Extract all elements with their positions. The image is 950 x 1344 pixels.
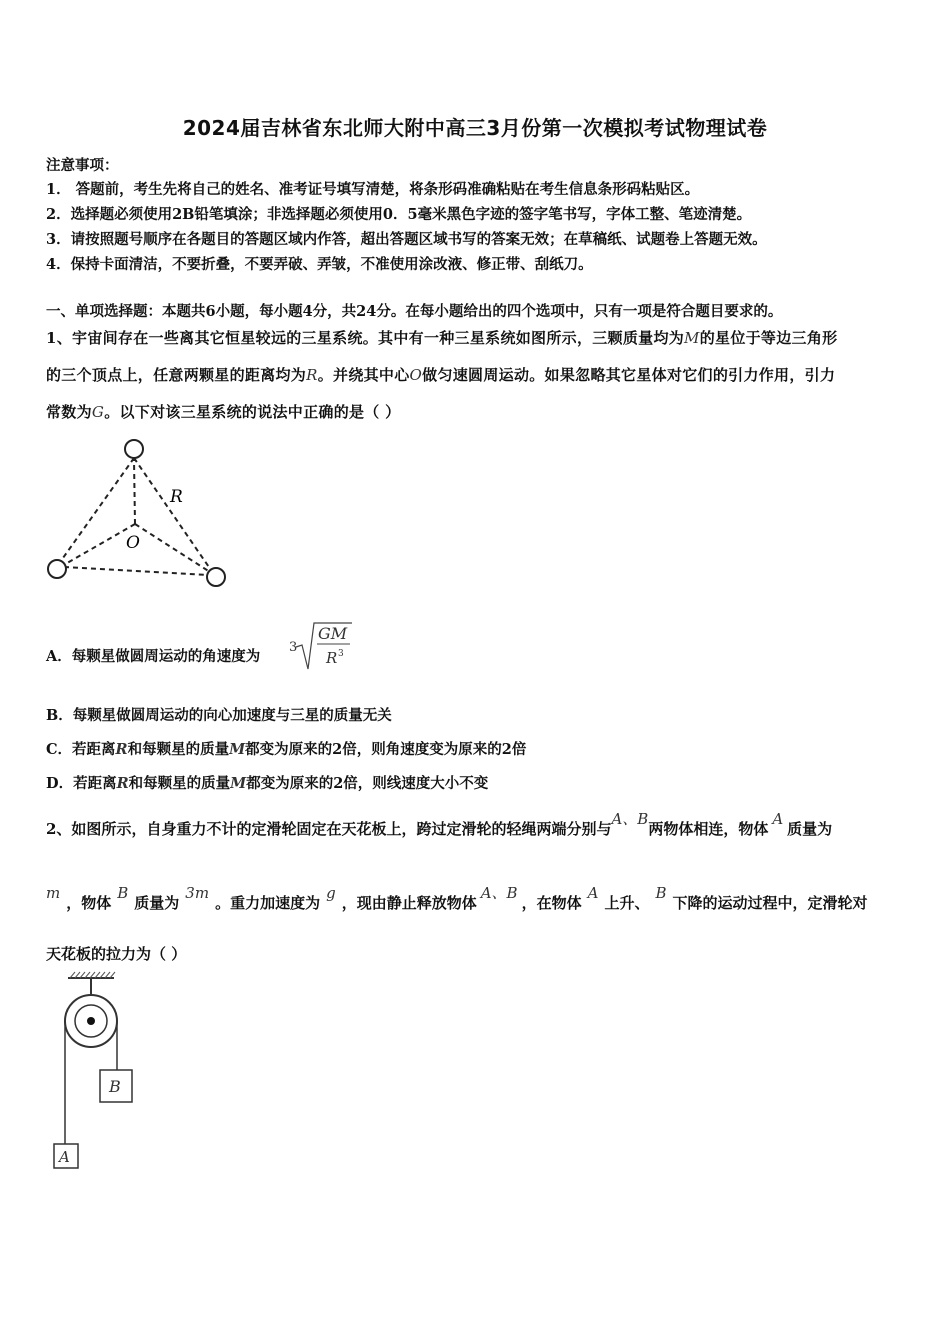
radius-line bbox=[134, 460, 135, 524]
star-right bbox=[207, 568, 225, 586]
block-b-label: B bbox=[109, 1077, 121, 1096]
notice-heading: 注意事项： bbox=[46, 157, 119, 174]
notice-item: 1． 答题前，考生先将自己的姓名、准考证号填写清楚，将条形码准确粘贴在考生信息条形码粘贴区。 bbox=[46, 181, 700, 198]
label-R: R bbox=[170, 487, 183, 507]
star-left bbox=[48, 560, 66, 578]
q1-line3: 常数为G。以下对该三星系统的说法中正确的是（ ） bbox=[46, 403, 401, 421]
q2-line2: m，物体B质量为3m。重力加速度为g，现由静止释放物体A、B，在物体A上升、B下降的运动过程中，定滑轮对 bbox=[46, 884, 868, 912]
triangle-edge bbox=[64, 567, 208, 575]
q2-line3: 天花板的拉力为（ ） bbox=[46, 945, 187, 963]
q2-line1: 2、如图所示，自身重力不计的定滑轮固定在天花板上，跨过定滑轮的轻绳两端分别与A、B两物体相连，物体A质量为 bbox=[46, 810, 833, 838]
block-a-label: A bbox=[59, 1148, 70, 1166]
q1-line1: 1、宇宙间存在一些离其它恒星较远的三星系统。其中有一种三星系统如图所示，三颗质量均为M的星位于等边三角形 bbox=[46, 329, 838, 347]
notice-item: 3．请按照题号顺序在各题目的答题区域内作答，超出答题区域书写的答案无效；在草稿纸、试题卷上答题无效。 bbox=[46, 231, 767, 248]
section-heading: 一、单项选择题：本题共6小题，每小题4分，共24分。在每小题给出的四个选项中，只有一项是符合题目要求的。 bbox=[46, 303, 783, 320]
q1-line2: 的三个顶点上，任意两颗星的距离均为R。并绕其中心O做匀速圆周运动。如果忽略其它星体对它们的引力作用，引力 bbox=[46, 366, 836, 384]
q1-option-b: B．每颗星做圆周运动的向心加速度与三星的质量无关 bbox=[46, 707, 392, 724]
label-O: O bbox=[126, 533, 140, 553]
denominator: R bbox=[326, 649, 338, 667]
pulley-diagram bbox=[48, 968, 148, 1178]
angular-velocity-formula bbox=[286, 617, 356, 673]
root-index: 3 bbox=[289, 640, 298, 655]
q1-option-d: D．若距离R和每颗星的质量M都变为原来的2倍，则线速度大小不变 bbox=[46, 775, 489, 792]
triangle-edge bbox=[58, 458, 134, 565]
q1-option-c: C．若距离R和每颗星的质量M都变为原来的2倍，则角速度变为原来的2倍 bbox=[46, 741, 527, 758]
page-title: 2024届吉林省东北师大附中高三3月份第一次模拟考试物理试卷 bbox=[182, 116, 768, 140]
q1-option-a: A．每颗星做圆周运动的角速度为 bbox=[46, 648, 261, 665]
three-star-diagram bbox=[40, 432, 240, 592]
notice-item: 4．保持卡面清洁，不要折叠，不要弄破、弄皱，不准使用涂改液、修正带、刮纸刀。 bbox=[46, 256, 593, 273]
exponent: 3 bbox=[338, 649, 344, 659]
triangle-edge bbox=[134, 458, 213, 573]
notice-item: 2．选择题必须使用2B铅笔填涂；非选择题必须使用0．5毫米黑色字迹的签字笔书写，字体工整、笔迹清楚。 bbox=[46, 206, 752, 223]
radius-line bbox=[135, 524, 210, 572]
numerator: GM bbox=[318, 624, 348, 643]
radius-line bbox=[62, 524, 135, 566]
pulley-axle bbox=[87, 1017, 95, 1025]
star-top bbox=[125, 440, 143, 458]
